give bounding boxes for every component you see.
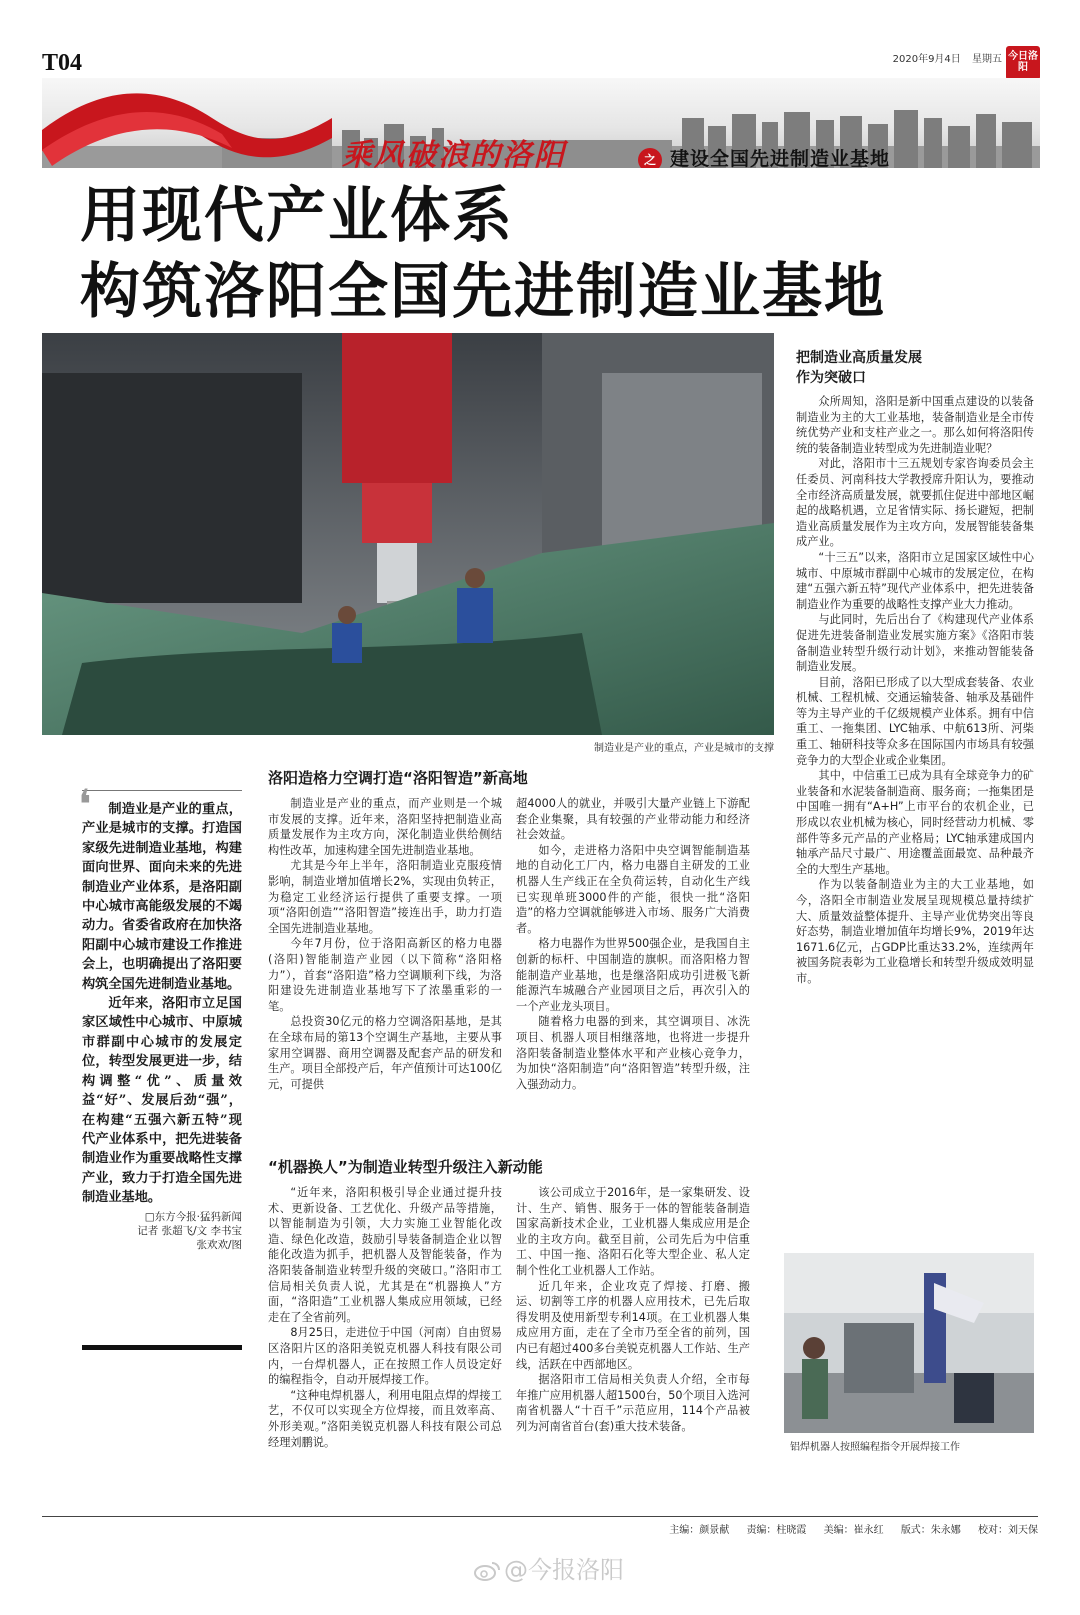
lead-bottom-rule: [82, 1345, 242, 1350]
sidebar-paragraph: 众所周知，洛阳是新中国重点建设的以装备制造业为主的大工业基地，装备制造业是全市传统优势产业和支柱产业之一。那么如何将洛阳传统的装备制造业转型成为先进制造业呢？: [796, 395, 1034, 455]
lead-top-rule: [82, 790, 242, 791]
quote-mark-icon: ❛: [78, 780, 92, 829]
series-title: 乘风破浪的洛阳: [342, 138, 566, 168]
date-text: 2020年9月4日: [892, 54, 961, 65]
robot-column-1: [268, 1185, 502, 1450]
weekday-text: 星期五: [972, 54, 1002, 65]
gree-paragraph: 随着格力电器的到来，其空调项目、冰洗项目、机器人项目相继落地，也将进一步提升洛阳装备制造业整体水平和产业核心竞争力，为加快“洛阳制造”向“洛阳智造”转型升级，注入强劲动力。: [516, 1015, 750, 1091]
lead-column: [78, 780, 242, 1252]
factory-photo-image: [42, 333, 774, 735]
gree-paragraph: 格力电器作为世界500强企业，是我国自主创新的标杆、中国制造的旗帜。而洛阳格力智能制造产业基地，也是继洛阳成功引进极飞新能源汽车城融合产业园项目之后，再次引入的一个产业龙头项目。: [516, 937, 750, 1013]
series-connector-badge: 之: [638, 148, 662, 168]
headline-line-1: 用现代产业体系: [80, 181, 514, 251]
credit-item: 美编：崔永红: [823, 1525, 884, 1536]
gree-section: [268, 768, 768, 1092]
red-ribbon-graphic: [42, 78, 332, 168]
sidebar-subhead: 把制造业高质量发展 作为突破口: [796, 350, 922, 386]
robot-columns: [268, 1185, 768, 1450]
byline: □东方今报·猛犸新闻 记者 张超飞/文 李书宝 张欢欢/图: [137, 1210, 242, 1251]
main-headline: [80, 178, 886, 330]
sidebar-body: [796, 394, 1034, 987]
sidebar-paragraph: 其中，中信重工已成为具有全球竞争力的矿业装备和水泥装备制造商、服务商；一拖集团是中国唯一拥有“A+H”上市平台的农机企业，已形成以农业机械为核心，同时经营动力机械、零部件等多元产品的产业格局；LYC轴承建成国内轴承产品尺寸最广、用途覆盖面最宽、品种最齐全的大型生产基地。: [796, 769, 1034, 876]
sidebar-paragraph: “十三五”以来，洛阳市立足国家区域性中心城市、中原城市群副中心城市的发展定位，在构建“五强六新五特”现代产业体系中，把先进装备制造业作为重要的战略性支撑产业大力推动。: [796, 550, 1034, 611]
credit-item: 责编：柱晓霞: [746, 1525, 807, 1536]
series-banner: [42, 78, 1040, 168]
weibo-watermark: [474, 1550, 624, 1585]
robot-paragraph: “近年来，洛阳积极引导企业通过提升技术、更新设备、工艺优化、升级产品等措施，以智能制造为引领，大力实施工业智能化改造、绿色化改造，鼓励引导装备制造企业以智能化改造为抓手，把机器人及智能装备，作为洛阳装备制造业转型升级的突破口。”洛阳市工信局相关负责人说，尤其是在“机器换人”方面，“洛阳造”工业机器人集成应用领域，已经走在了全省前列。: [268, 1186, 502, 1324]
gree-paragraph: 如今，走进格力洛阳中央空调智能制造基地的自动化工厂内，格力电器自主研发的工业机器人生产线正在全负荷运转，自动化生产线已实现单班3000件的产能，很快一批“洛阳造”的格力空调就能够进入市场、服务广大消费者。: [516, 843, 750, 935]
sidebar-paragraph: 对此，洛阳市十三五规划专家咨询委员会主任委员、河南科技大学教授席升阳认为，要推动全市经济高质量发展，就要抓住促进中部地区崛起的战略机遇，立足省情实际、扬长避短，把制造业高质量发展作为主攻方向，发展智能装备集成产业。: [796, 457, 1034, 549]
gree-paragraph: 超4000人的就业，并吸引大量产业链上下游配套企业集聚，具有较强的产业带动能力和经济社会效益。: [516, 797, 750, 842]
weibo-icon: [474, 1560, 500, 1582]
gree-paragraph: 总投资30亿元的格力空调洛阳基地，是其在全球布局的第13个空调生产基地，主要从事家用空调器、商用空调器及配套产品的研发和生产。项目全部投产后，年产值预计可达100亿元，可提供: [268, 1015, 502, 1091]
gree-paragraph: 今年7月份，位于洛阳高新区的格力电器(洛阳)智能制造产业园（以下简称“洛阳格力”），首套“洛阳造”格力空调顺利下线，为洛阳建设先进制造业基地写下了浓墨重彩的一笔。: [268, 937, 502, 1013]
sidebar-paragraph: 作为以装备制造业为主的大工业基地，如今，洛阳全市制造业发展呈现规模总量持续扩大、质量效益整体提升、主导产业优势突出等良好态势，制造业增加值年均增长9%，2019年达1671.6亿元，占GDP比重达33.2%，连续两年被国务院表彰为工业稳增长和转型升级成效明显市。: [796, 878, 1034, 985]
credit-item: 主编：颜景献: [669, 1525, 730, 1536]
robot-photo: [784, 1253, 1034, 1433]
robot-paragraph: 该公司成立于2016年，是一家集研发、设计、生产、销售、服务于一体的智能装备制造国家高新技术企业，工业机器人集成应用是企业的主攻方向。截至目前，公司先后为中信重工、中国一拖、洛阳石化等大型企业、私人定制个性化工业机器人工作站。: [516, 1186, 750, 1277]
robot-photo-caption: 铝焊机器人按照编程指令开展焊接工作: [790, 1442, 960, 1453]
robot-paragraph: 近几年来，企业攻克了焊接、打磨、搬运、切割等工序的机器人应用技术，已先后取得发明及使用新型专利14项。在工业机器人集成应用方面，走在了全市乃至全省的前列，国内已有超过400多台美锐克机器人工作站、生产线，活跃在中西部地区。: [516, 1279, 750, 1371]
main-photo-caption: 制造业是产业的重点，产业是城市的支撑: [594, 743, 774, 754]
robot-paragraph: 据洛阳市工信局相关负责人介绍，全市每年推广应用机器人超1500台，50个项目入选河南省机器人“十百千”示范应用，114个产品被列为河南省首台(套)重大技术装备。: [516, 1373, 750, 1433]
robot-paragraph: 8月25日，走进位于中国（河南）自由贸易区洛阳片区的洛阳美锐克机器人科技有限公司内，一台焊机器人，正在按照工作人员设定好的编程指令，自动开展焊接工作。: [268, 1326, 502, 1387]
sidebar-article: [796, 348, 1034, 987]
robot-section: [268, 1157, 768, 1450]
robot-subhead: “机器换人”为制造业转型升级注入新动能: [268, 1158, 543, 1176]
credit-item: 版式：朱永娜: [900, 1525, 961, 1536]
gree-columns: [268, 796, 768, 1092]
factory-photo: [42, 333, 774, 735]
footer-rule: [42, 1516, 1038, 1517]
series-subtitle: 建设全国先进制造业基地: [670, 148, 891, 168]
page-number: T04: [42, 50, 83, 76]
editor-credits: [655, 1521, 1038, 1536]
headline-line-2: 构筑洛阳全国先进制造业基地: [80, 257, 886, 327]
lead-text: [82, 800, 242, 1208]
gree-column-1: [268, 796, 502, 1092]
sidebar-paragraph: 与此同时，先后出台了《构建现代产业体系促进先进装备制造业发展实施方案》《洛阳市装备制造业转型升级行动计划》，来推动智能装备制造业发展。: [796, 613, 1034, 674]
robot-column-2: [516, 1185, 750, 1450]
lead-paragraph: 制造业是产业的重点，产业是城市的支撑。打造国家级先进制造业基地，构建面向世界、面向未来的先进制造业产业体系，是洛阳副中心城市高能级发展的不竭动力。省委省政府在加快洛阳副中心城市建设工作推进会上，也明确提出了洛阳要构筑全国先进制造业基地。: [82, 802, 242, 992]
sidebar-paragraph: 目前，洛阳已形成了以大型成套装备、农业机械、工程机械、交通运输装备、轴承及基础件等为主导产业的千亿级规模产业体系。拥有中信重工、一拖集团、LYC轴承、中航613所、河柴重工、轴研科技等众多在国际国内市场具有较强竞争力的大型企业或企业集团。: [796, 675, 1034, 767]
newspaper-logo: 今日洛阳: [1006, 46, 1040, 80]
gree-column-2: [516, 796, 750, 1092]
credit-item: 校对：刘天保: [978, 1525, 1038, 1536]
lead-paragraph: 近年来，洛阳市立足国家区域性中心城市、中原城市群副中心城市的发展定位，转型发展更进一步，结构调整“优”、质量效益“好”、发展后劲“强”，在构建“五强六新五特”现代产业体系中，把先进装备制造业作为重要战略性支撑产业，致力于打造全国先进制造业基地。: [82, 996, 242, 1206]
gree-subhead: 洛阳造格力空调打造“洛阳智造”新高地: [268, 769, 528, 787]
robot-photo-image: [784, 1253, 1034, 1433]
gree-paragraph: 尤其是今年上半年，洛阳制造业克服疫情影响，制造业增加值增长2%，实现由负转正，为稳定工业经济运行提供了重要支撑。一项项“洛阳创造”“洛阳智造”接连出手，助力打造全国先进制造业基地。: [268, 859, 502, 935]
issue-date: [885, 50, 1002, 65]
weibo-handle: @今报洛阳: [504, 1556, 624, 1584]
gree-paragraph: 制造业是产业的重点，而产业则是一个城市发展的支撑。近年来，洛阳坚持把制造业高质量发展作为主攻方向，深化制造业供给侧结构性改革，加速构建全国先进制造业基地。: [268, 797, 502, 857]
robot-paragraph: “这种电焊机器人，利用电阻点焊的焊接工艺，不仅可以实现全方位焊接，而且效率高、外形美观。”洛阳美锐克机器人科技有限公司总经理刘鹏说。: [268, 1388, 502, 1449]
